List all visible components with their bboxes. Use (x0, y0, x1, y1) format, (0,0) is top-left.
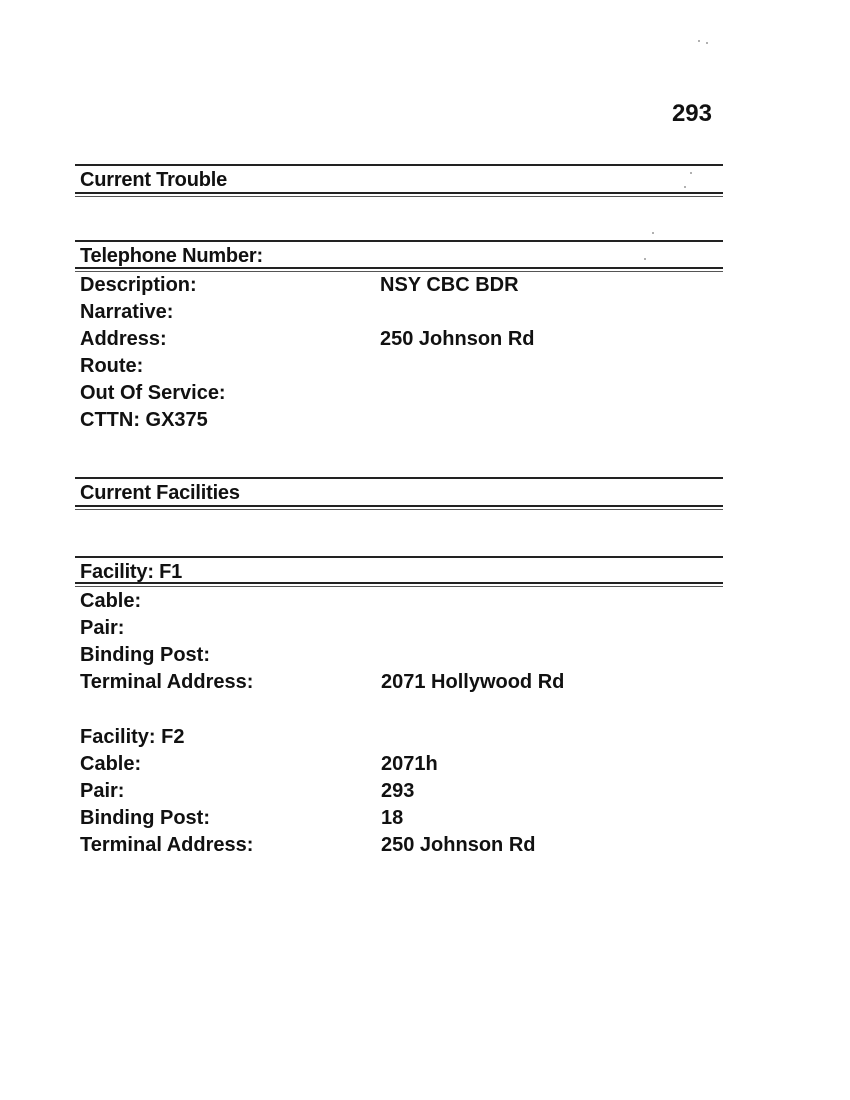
f2-cable-value: 2071h (381, 753, 438, 775)
description-label: Description: (80, 274, 197, 296)
f2-binding-post-value: 18 (381, 807, 404, 829)
scan-speck (684, 186, 686, 188)
page-number: 293 (671, 100, 712, 127)
f1-terminal-address-value: 2071 Hollywood Rd (381, 671, 565, 693)
address-value: 250 Johnson Rd (380, 328, 535, 350)
out-of-service-label: Out Of Service: (80, 382, 226, 404)
f1-pair-label: Pair: (80, 617, 125, 639)
f2-pair-label: Pair: (80, 780, 125, 802)
rule-double (75, 505, 723, 510)
f2-binding-post-label: Binding Post: (80, 807, 210, 829)
cttn-label: CTTN: GX375 (80, 409, 208, 431)
f1-binding-post-label: Binding Post: (80, 644, 210, 666)
f2-pair-value: 293 (381, 780, 415, 802)
facility-f1-title: Facility: F1 (80, 561, 183, 583)
route-label: Route: (80, 355, 144, 377)
facility-f2-title: Facility: F2 (80, 726, 185, 748)
scan-speck (690, 172, 692, 174)
rule-double (75, 582, 723, 587)
rule-top (75, 240, 723, 242)
rule-top (75, 164, 723, 166)
current-facilities-heading: Current Facilities (80, 482, 240, 504)
rule-double (75, 192, 723, 197)
scan-speck (652, 232, 654, 234)
scan-speck (706, 42, 708, 44)
narrative-label: Narrative: (80, 301, 174, 323)
f1-terminal-address-label: Terminal Address: (80, 671, 254, 693)
f2-cable-label: Cable: (80, 753, 142, 775)
f2-terminal-address-value: 250 Johnson Rd (381, 834, 536, 856)
f1-cable-label: Cable: (80, 590, 142, 612)
rule-top (75, 556, 723, 558)
telephone-number-label: Telephone Number: (80, 245, 263, 267)
scan-speck (644, 258, 646, 260)
rule-double (75, 267, 723, 272)
current-trouble-heading: Current Trouble (80, 169, 228, 191)
address-label: Address: (80, 328, 167, 350)
scan-speck (698, 40, 700, 42)
f2-terminal-address-label: Terminal Address: (80, 834, 254, 856)
description-value: NSY CBC BDR (380, 274, 519, 296)
rule-top (75, 477, 723, 479)
